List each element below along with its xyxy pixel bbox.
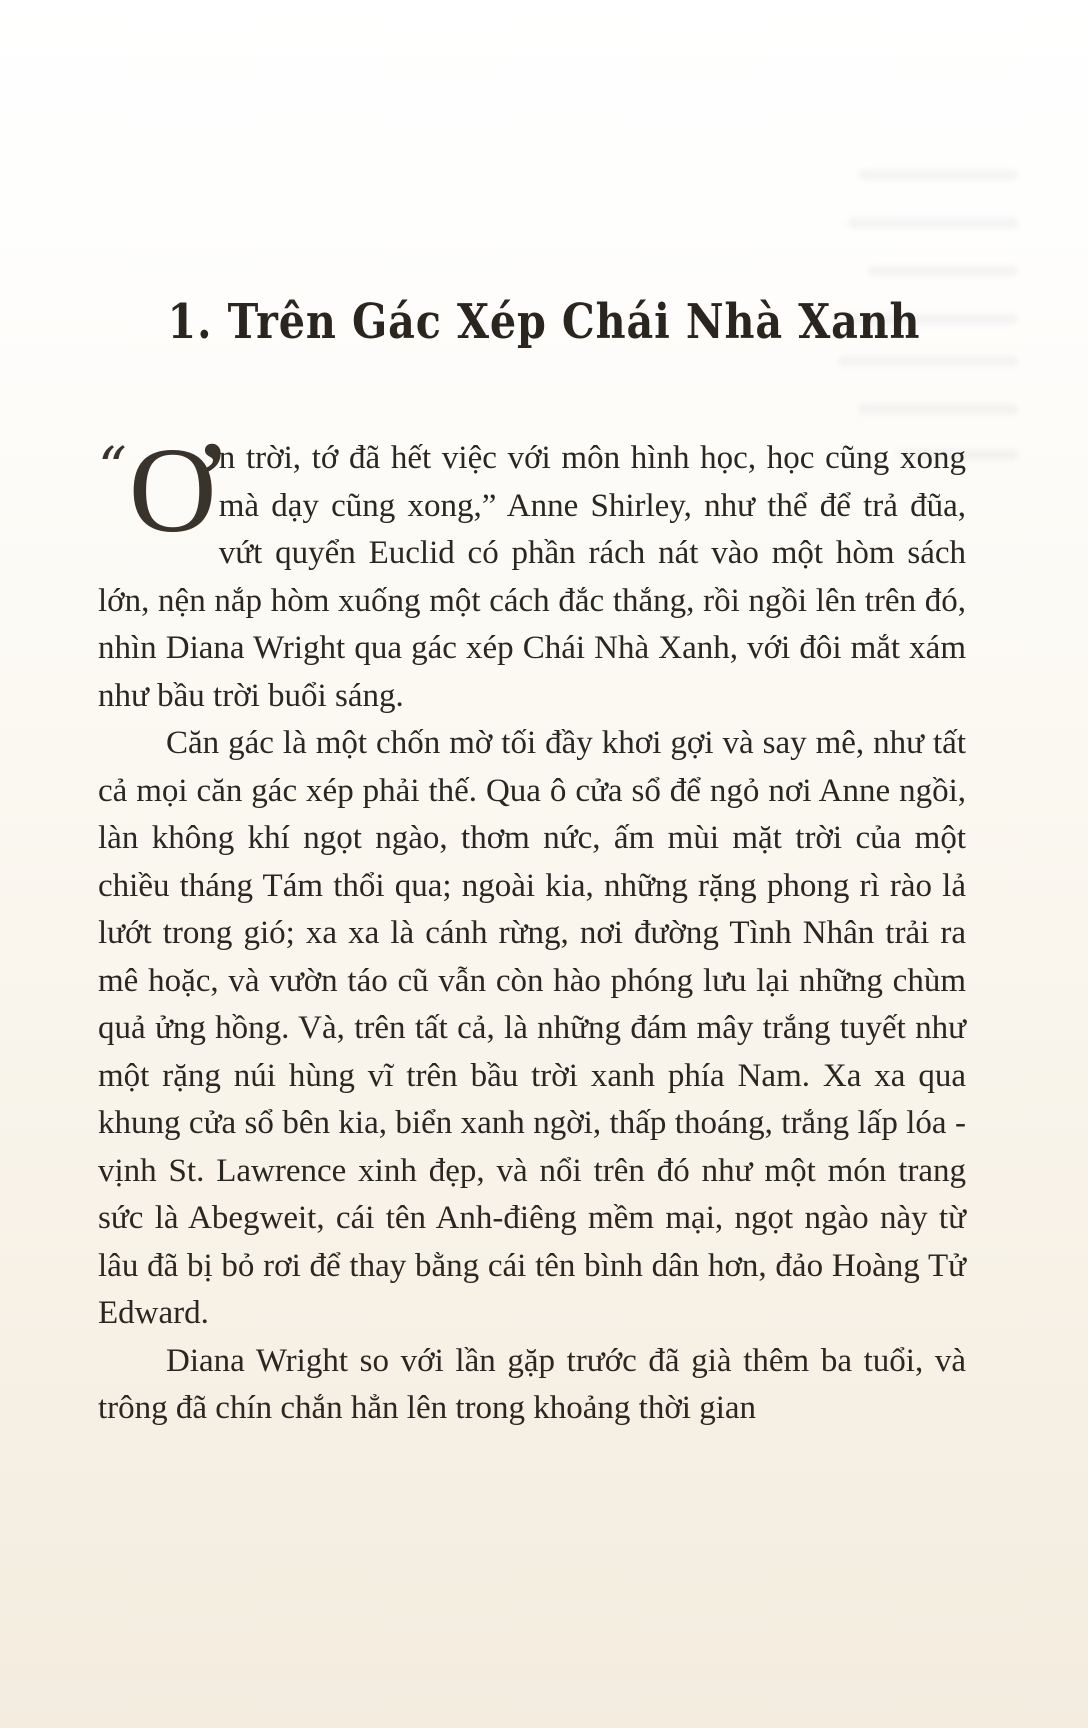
show-through-mark: [858, 170, 1018, 180]
show-through-mark: [838, 356, 1018, 366]
drop-cap-letter: Ơ: [128, 423, 217, 558]
opening-paragraph-text: n trời, tớ đã hết việc với môn hình học, học cũng xong mà dạy cũng xong,” Anne Shirley, như thể để trả đũa, vứt quyển Euclid có phần rách nát vào một hòm sách lớn, nện nắp hòm xuống một cách đắc thắng, rồi ngồi lên trên đó, nhìn Diana Wright qua gác xép Chái Nhà Xanh, với đôi mắt xám như bầu trời buổi sáng.: [98, 440, 966, 714]
opening-quote-mark: “: [98, 436, 127, 501]
show-through-mark: [868, 266, 1018, 276]
paragraph: Diana Wright so với lần gặp trước đã già thêm ba tuổi, và trông đã chín chắn hẳn lên trong khoảng thời gian: [98, 1342, 966, 1426]
body-text: [98, 423, 966, 1433]
drop-cap-group: [98, 423, 217, 558]
chapter-title: 1. Trên Gác Xép Chái Nhà Xanh: [167, 294, 921, 351]
opening-paragraph: [98, 423, 966, 720]
show-through-mark: [858, 404, 1018, 414]
show-through-mark: [848, 218, 1018, 228]
paragraph: Căn gác là một chốn mờ tối đầy khơi gợi và say mê, như tất cả mọi căn gác xép phải thế. Qua ô cửa sổ để ngỏ nơi Anne ngồi, làn không khí ngọt ngào, thơm nức, ấm mùi mặt trời của một chiều tháng Tám thổi qua; ngoài kia, những rặng phong rì rào lả lướt trong gió; xa xa là cánh rừng, nơi đường Tình Nhân trải ra mê hoặc, và vườn táo cũ vẫn còn hào phóng lưu lại những chùm quả ửng hồng. Và, trên tất cả, là những đám mây trắng tuyết như một rặng núi hùng vĩ trên bầu trời xanh phía Nam. Xa xa qua khung cửa sổ bên kia, biển xanh ngời, thấp thoáng, trắng lấp lóa - vịnh St. Lawrence xinh đẹp, và nổi trên đó như một món trang sức là Abegweit, cái tên Anh-điêng mềm mại, ngọt ngào này từ lâu đã bị bỏ rơi để thay bằng cái tên bình dân hơn, đảo Hoàng Tử Edward.: [98, 725, 966, 1331]
